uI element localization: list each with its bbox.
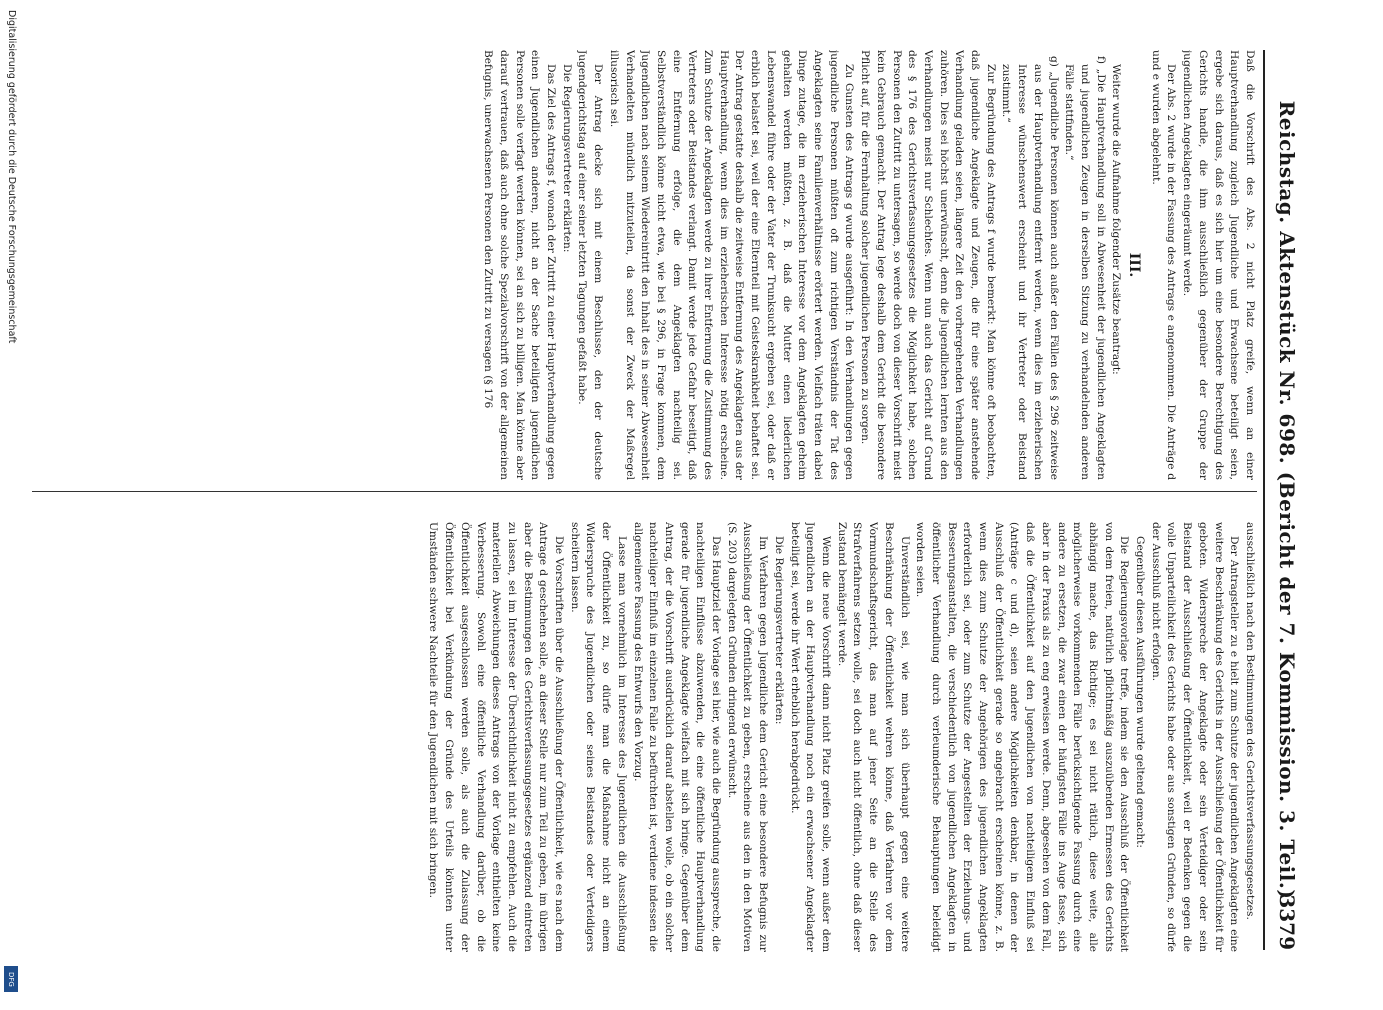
paragraph: Im Verfahren gegen Jugendliche dem Gericht eine besondere Befugnis zur Ausschließung der Öffentlichkeit zu geben, erscheine aus den in den Motiven (S. 203) dargelegten Gründen dringend erwünscht. — [725, 522, 770, 952]
dfg-logo: DFG — [4, 966, 18, 992]
paragraph: Zur Begründung des Antrags f wurde bemerkt: Man könne oft beobachten, daß jugendliche Angeklagte und Zeugen, die für eine später anstehende Verhandlung geladen seien, längere Zeit den vorhergehenden Verhandlungen zuhören. Dies sei höchst unerwünscht, denn die Jugendlichen lernten aus den Verhandlungen meist nur Schlechtes. Wenn nun auch das Gericht auf Grund des § 176 des Gerichtsverfassungsgesetzes die Möglichkeit habe, solchen Personen den Zutritt zu untersagen, so werde doch von dieser Vorschrift meist kein Gebrauch gemacht. Der Antrag lege deshalb dem Gericht die besondere Pflicht auf, für die Fernhaltung solcher jugendlichen Personen zu sorgen. — [859, 50, 997, 480]
paragraph: Der Antrag decke sich mit einem Beschlusse, den der deutsche Jugendgerichtstag auf einer seiner letzten Tagungen gefaßt habe. — [576, 50, 605, 480]
digitization-footer — [0, 0, 22, 1000]
header-rule — [1263, 50, 1265, 950]
paragraph: Wenn die neue Vorschrift dann nicht Platz greifen solle, wenn außer dem Jugendlichen an der Hauptverhandlung noch ein erwachsener Angeklagter beteiligt sei, werde ihr Wert erheblich herabgedrückt. — [788, 522, 833, 952]
paragraph: f) „Die Hauptverhandlung soll in Abwesenheit der jugendlichen Angeklagten und jugendlichen Zeugen in derselben Sitzung zu verhandelnden anderen Fälle stattfinden.“ — [1063, 56, 1107, 480]
funding-note: Digitalisierung gefördert durch die Deutsche Forschungsgemeinschaft — [6, 10, 17, 344]
paragraph: Die Regierungsvorlage treffe, indem sie den Ausschluß der Öffentlichkeit von dem freien, natürlich pflichtmäßig auszuübenden Ermessen des Gerichts abhängig mache, das Richtige; es sei nicht rätlich, diese weite, alle möglicherweise vorkommenden Fälle berücksichtigende Fassung durch eine andere zu ersetzen, die zwar einen der häufigsten Fälle ins Auge fasse, sich aber in der Praxis als zu eng erweisen werde. Denn, abgesehen von dem Fall, daß die Öffentlichkeit auf den Jugendlichen von nachteiligem Einfluß sei (Anträge c und d), seien andere Möglichkeiten denkbar, in denen der Ausschluß der Öffentlichkeit gerade so angebracht erscheinen könne, z. B. wenn dies zum Schutze der Angehörigen des jugendlichen Angeklagten erforderlich sei, oder zum Schutze der Angestellten der Erziehungs- und Besserungsanstalten, die verschiedentlich von jugendlichen Angeklagten in öffentlicher Verhandlung durch verleumderische Behauptungen beleidigt worden seien. — [914, 522, 1131, 952]
paragraph: Der Antragsteller zu e hielt zum Schutze der jugendlichen Angeklagten eine weitere Beschränkung des Gerichts in der Ausschließung der Öffentlichkeit für geboten. Widerspreche der Angeklagte oder sein Verteidiger oder sein Beistand der Ausschließung der Öffentlichkeit, weil er Bedenken gegen die volle Unparteilichkeit des Gerichts habe oder aus sonstigen Gründen, so dürfe der Ausschluß nicht erfolgen. — [1149, 522, 1241, 952]
page-number: 3379 — [1275, 894, 1299, 950]
paragraph: Die Regierungsvertreter erklärten: — [560, 64, 573, 253]
paragraph: Lasse man vornehmlich im Interesse des Jugendlichen die Ausschließung der Öffentlichkeit zu, so dürfe man die Maßnahme nicht an einem Widerspruche des Jugendlichen oder seines Beistandes oder Verteidigers scheitern lassen. — [568, 522, 628, 952]
paragraph: Zu Gunsten des Antrags g wurde ausgeführt: In den Verhandlungen gegen jugendliche Personen müßten oft zum richtigen Verständnis der Tat des Angeklagten seine Familienverhältnisse erörtert werden. Vielfach träten dabei Dinge zutage, die im erzieherischen Interesse vor dem Angeklagten geheim gehalten werden müßten, z. B. daß die Mutter einen liederlichen Lebenswandel führe oder der Vater der Trunksucht ergeben sei, oder daß er erblich belastet sei, weil der eine Elternteil mit Geisteskrankheit behaftet sei. Der Antrag gestatte deshalb die zeitweise Entfernung des Angeklagten aus der Hauptverhandlung, wenn dies im erzieherischen Interesse nötig erscheine. Zum Schutze der Angeklagten werde zu ihrer Entfernung die Zustimmung des Vertreters oder Beistandes verlangt. Damit werde jede Gefahr beseitigt, daß eine Entfernung erfolge, die dem Angeklagten nachteilig sei. Selbstverständlich könne nicht etwa, wie bei § 296, in Frage kommen, dem Jugendlichen nach seinem Wiedereintritt den Inhalt des in seiner Abwesenheit Verhandelten mündlich mitzuteilen, da sonst der Zweck der Maßregel illusorisch sei. — [607, 50, 856, 480]
paragraph: Die Vorschriften über die Ausschließung der Öffentlichkeit, wie es nach dem Antrage d geschehen solle, an dieser Stelle nur zum Teil zu geben, im übrigen aber die Bestimmungen des Gerichtsverfassungsgesetzes ergänzend eintreten zu lassen, sei im Interesse der Übersichtlichkeit nicht zu empfehlen. Auch die materiellen Abweichungen dieses Antrags von der Vorlage enthielten keine Verbesserung. Sowohl eine öffentliche Verhandlung darüber, ob die Öffentlichkeit ausgeschlossen werden solle, als auch die Zulassung der Öffentlichkeit bei Verkündung der Gründe des Urteils könnten unter Umständen schwere Nachteile für den Jugendlichen mit sich bringen. — [427, 522, 566, 952]
paragraph: Die Regierungsvertreter erklärten: — [772, 536, 785, 725]
page-header — [1265, 50, 1299, 950]
running-head: Reichstag. Aktenstück Nr. 698. (Bericht der 7. Kommission. 3. Teil.) — [1275, 100, 1299, 900]
paragraph: Gegenüber diesen Ausführungen wurde geltend gemacht: — [1134, 536, 1147, 848]
paragraph: Daß die Vorschrift des Abs. 2 nicht Platz greife, wenn an einer Hauptverhandlung zugleich Jugendliche und Erwachsene beteiligt seien, ergebe sich daraus, daß es sich hier um eine besondere Berechtigung des Gerichts handle, die ihm ausschließlich gegenüber der Gruppe der jugendlichen Angeklagten eingeräumt werde. — [1181, 50, 1256, 480]
right-column — [32, 522, 1257, 952]
column-divider — [32, 491, 1257, 492]
paragraph: ausschließlich nach den Bestimmungen des Gerichtsverfassungsgesetzes. — [1244, 522, 1256, 920]
paragraph: Weiter wurde die Aufnahme folgender Zusätze beantragt: — [1110, 64, 1123, 375]
paragraph: Das Hauptziel der Vorlage sei hier, wie auch die Begründung ausspreche, die nachteiligen Einflüsse abzuwenden, die eine öffentliche Hauptverhandlung gerade für jugendliche Angeklagte vielfach mit sich bringe. Gegenüber dem Antrag, der die Vorschrift ausdrücklich darauf abstellen wolle, ob ein solcher nachteiliger Einfluß im einzelnen Falle zu befürchten ist, verdiene indessen die allgemeinere Fassung des Entwurfs den Vorzug. — [631, 522, 723, 952]
section-heading: III. — [1126, 252, 1143, 278]
left-column — [32, 50, 1257, 480]
paragraph: Der Abs. 2 wurde in der Fassung des Antrags e angenommen. Die Anträge d und e wurden abgelehnt. — [1149, 50, 1178, 480]
paragraph: Das Ziel des Antrags f, wonach der Zutritt zu einer Hauptverhandlung gegen einen Jugendlichen anderen, nicht an der Sache beteiligten jugendlichen Personen solle verfagt werden können, sei an sich zu billigen. Man könne aber darauf vertrauen, daß auch ohne solche Spezialvorschrift von der allgemeinen Befugnis, unerwachsenen Personen den Zutritt zu versagen (§ 176 — [482, 50, 558, 480]
paragraph: Unverständlich sei, wie man sich überhaupt gegen eine weitere Beschränkung der Öffentlichkeit wehren könne, daß Verfahren vor dem Vormundschaftsgericht, das man auf jener Seite an die Stelle des Strafverfahrens setzen wolle, sei doch auch nicht öffentlich, ohne daß dieser Zustand bemängelt werde. — [835, 522, 911, 952]
paragraph: g) „Jugendliche Personen können auch außer den Fällen des § 296 zeitweise aus der Hauptverhandlung entfernt werden, wenn dies im erzieherischen Interesse wünschenswert erscheint und ihr Vertreter oder Beistand zustimmt.“ — [1000, 56, 1060, 480]
